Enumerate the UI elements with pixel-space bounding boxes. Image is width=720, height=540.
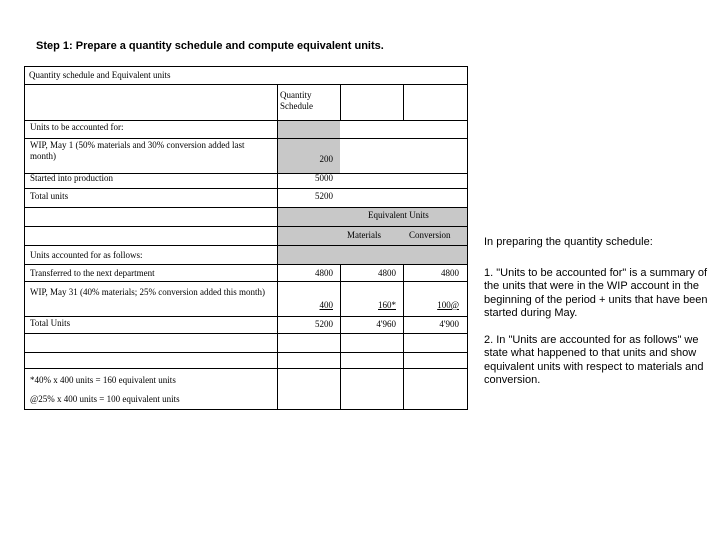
started-qty: 5000	[315, 173, 333, 183]
transferred-materials: 4800	[378, 268, 396, 278]
wip-may1-qty: 200	[319, 154, 333, 164]
wip-may1-label: WIP, May 1 (50% materials and 30% conversion added last month)	[30, 140, 245, 161]
total-units-bottom-qty: 5200	[315, 319, 333, 329]
total-units-qty: 5200	[315, 191, 333, 201]
units-to-account-label: Units to be accounted for:	[30, 122, 124, 132]
explanation-notes	[484, 236, 716, 388]
transferred-conversion: 4800	[441, 268, 459, 278]
equivalent-units-worksheet	[24, 66, 468, 410]
wip-may31-conversion: 100@	[437, 300, 459, 310]
equivalent-units-header: Equivalent Units	[368, 210, 429, 220]
started-label: Started into production	[30, 173, 113, 183]
total-units-bottom-materials: 4'960	[376, 319, 396, 329]
wip-may31-qty: 400	[319, 300, 333, 310]
footnote-conversion: @25% x 400 units = 100 equivalent units	[30, 394, 180, 404]
worksheet-header: Quantity schedule and Equivalent units	[29, 70, 171, 80]
slide-title: Step 1: Prepare a quantity schedule and compute equivalent units.	[36, 40, 384, 52]
footnote-materials: *40% x 400 units = 160 equivalent units	[30, 375, 176, 385]
quantity-schedule-header: Quantity Schedule	[280, 90, 313, 111]
wip-may31-label: WIP, May 31 (40% materials; 25% conversion added this month)	[30, 287, 265, 297]
total-units-bottom-label: Total Units	[30, 318, 71, 328]
materials-header: Materials	[347, 230, 381, 240]
notes-point-2: 2. In "Units are accounted for as follows" we state what happened to that units and show equivalent units with respect to materials and conversion.	[484, 333, 704, 386]
total-units-bottom-conversion: 4'900	[439, 319, 459, 329]
transferred-qty: 4800	[315, 268, 333, 278]
notes-intro: In preparing the quantity schedule:	[484, 236, 653, 248]
conversion-header: Conversion	[409, 230, 451, 240]
shaded-cell	[277, 120, 340, 174]
units-accounted-label: Units accounted for as follows:	[30, 250, 143, 260]
transferred-label: Transferred to the next department	[30, 268, 155, 278]
notes-point-1: 1. "Units to be accounted for" is a summary of the units that were in the WIP account in the beginning of the period + units that have been started during May.	[484, 266, 708, 319]
wip-may31-materials: 160*	[378, 300, 396, 310]
total-units-label: Total units	[30, 191, 69, 201]
